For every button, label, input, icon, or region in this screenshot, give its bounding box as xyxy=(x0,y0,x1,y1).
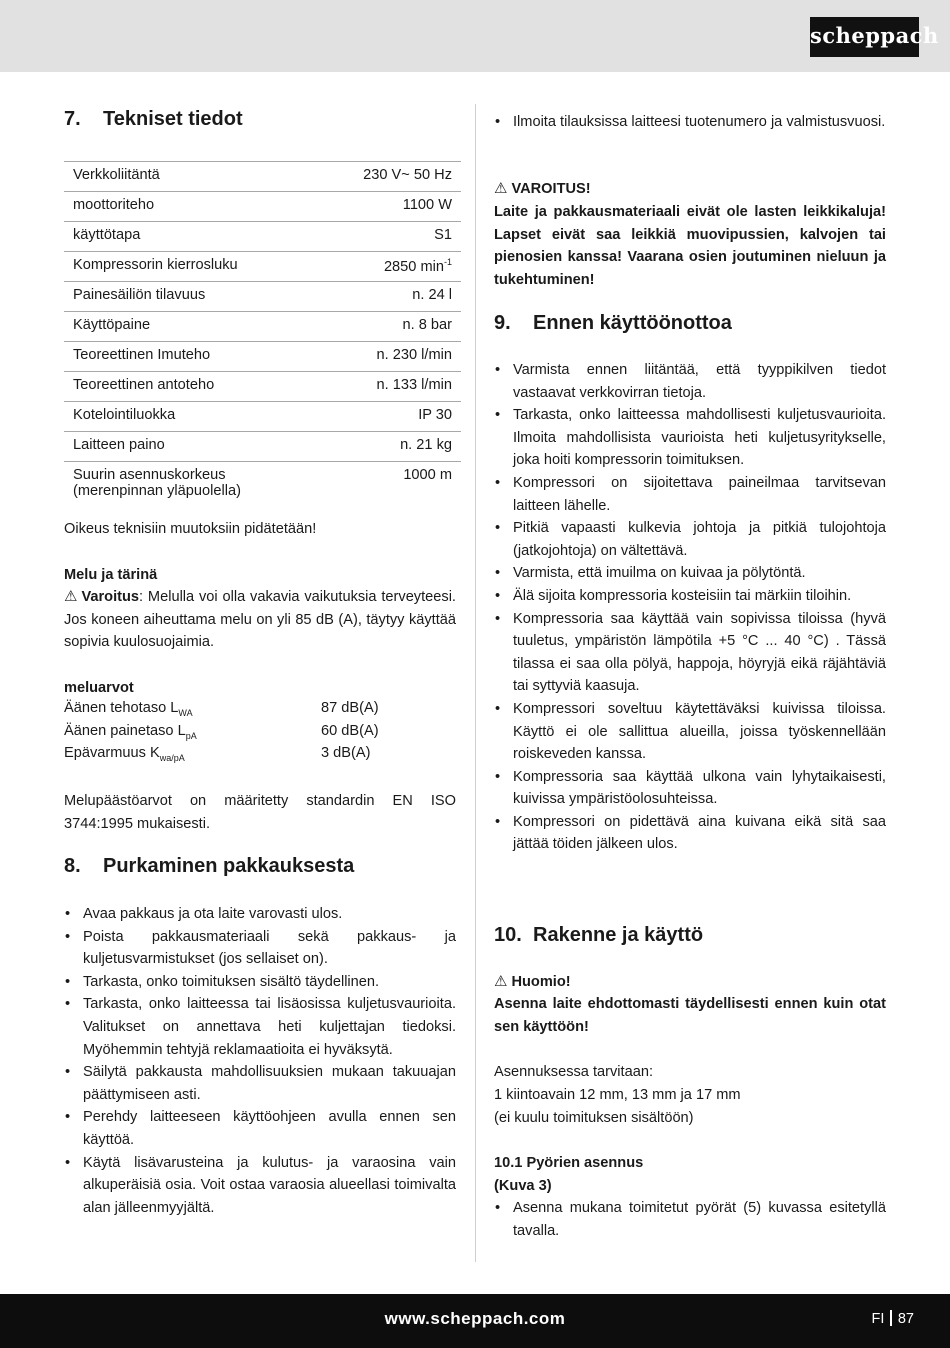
spec-value xyxy=(377,377,452,401)
spec-label-text: moottoriteho xyxy=(73,197,155,213)
noise-label xyxy=(64,700,193,718)
spec-label xyxy=(73,227,140,251)
list-item: • Perehdy laitteeseen käyttöohjeen avulla ennen sen käyttöä. xyxy=(64,1106,456,1151)
noise-label-text: Epävarmuus K xyxy=(64,745,160,761)
noise-label-subscript: WA xyxy=(178,708,193,718)
spec-value-text: 1100 W xyxy=(402,197,452,213)
changes-note: Oikeus teknisiin muutoksiin pidätetään! xyxy=(64,521,317,537)
page-number: FI 87 xyxy=(871,1311,914,1327)
unpacking-list xyxy=(64,903,456,1219)
spec-label-text: Kompressorin kierrosluku xyxy=(73,257,238,273)
spec-label xyxy=(73,377,214,401)
spec-label xyxy=(73,167,160,191)
wheel-assembly-list xyxy=(494,1197,886,1242)
warning-triangle-icon: ⚠ xyxy=(494,973,508,990)
note-title: ⚠ Huomio! xyxy=(494,971,886,994)
list-item: • Asenna mukana toimitetut pyörät (5) kuvassa esitetyllä tavalla. xyxy=(494,1197,886,1242)
noise-value: 60 dB(A) xyxy=(321,722,379,739)
list-item: • Kompressori on pidettävä aina kuivana eikä sitä saa jättää töiden jälkeen ulos. xyxy=(494,811,886,856)
standard-note: Melupäästöarvot on määritetty standardin EN ISO 3744:1995 mukaisesti. xyxy=(64,793,456,832)
noise-label-subscript: pA xyxy=(185,730,197,741)
spec-value-text: IP 30 xyxy=(418,407,452,423)
noise-label-subscript: wa/pA xyxy=(159,753,185,763)
spec-label-text: Kotelointiluokka xyxy=(73,407,176,423)
list-item: • Varmista, että imuilma on kuivaa ja pölytöntä. xyxy=(494,562,886,585)
spec-value-text: n. 21 kg xyxy=(400,437,452,453)
noise-row xyxy=(64,700,456,723)
header-bar xyxy=(0,0,950,72)
spec-value-text: S1 xyxy=(434,227,452,243)
figure-reference: (Kuva 3) xyxy=(494,1178,552,1194)
spec-label-text: Teoreettinen antoteho xyxy=(73,377,215,393)
spec-label-text-2: (merenpinnan yläpuolella) xyxy=(73,483,241,499)
spec-row xyxy=(64,192,461,222)
spec-label-text: Teoreettinen Imuteho xyxy=(73,347,211,363)
spec-value xyxy=(400,437,452,461)
spec-row xyxy=(64,162,461,192)
spec-row xyxy=(64,402,461,432)
spec-value-text: n. 230 l/min xyxy=(376,347,452,363)
noise-row xyxy=(64,745,456,768)
spec-value-text: 2850 min xyxy=(383,259,444,275)
spec-value xyxy=(418,407,452,431)
list-item: • Pitkiä vapaasti kulkevia johtoja ja pitkiä tulojohtoja (jatkojohtoja) on vältettävä. xyxy=(494,517,886,562)
noise-label xyxy=(64,745,185,763)
spec-label-text: Laitteen paino xyxy=(73,437,165,453)
list-item: • Ilmoita tilauksissa laitteesi tuotenumero ja valmistusvuosi. xyxy=(494,111,886,134)
list-item: • Kompressori on sijoitettava paineilmaa tarvitsevan laitteen lähelle. xyxy=(494,472,886,517)
scheppach-logo[interactable]: scheppach xyxy=(810,17,919,57)
tools-line-2: 1 kiintoavain 12 mm, 13 mm ja 17 mm xyxy=(494,1087,741,1103)
noise-row xyxy=(64,723,456,746)
before-use-list xyxy=(494,359,886,856)
spec-row xyxy=(64,282,461,312)
section-7-heading: 7. Tekniset tiedot xyxy=(64,108,243,130)
spec-label xyxy=(73,437,165,461)
warning-title: ⚠ VAROITUS! xyxy=(494,178,886,201)
spec-value xyxy=(363,167,452,191)
noise-label xyxy=(64,723,197,741)
spec-value xyxy=(403,317,453,341)
spec-value-text: 230 V~ 50 Hz xyxy=(363,167,452,183)
spec-label xyxy=(73,287,205,311)
column-divider xyxy=(475,104,476,1262)
noise-value: 87 dB(A) xyxy=(321,700,379,716)
noise-label-text: Äänen painetaso L xyxy=(64,722,186,739)
spec-value-text: n. 133 l/min xyxy=(376,377,452,393)
warning-triangle-icon: ⚠ xyxy=(494,180,508,197)
tools-line-3: (ei kuulu toimituksen sisältöön) xyxy=(494,1110,694,1126)
spec-label xyxy=(73,407,175,431)
spec-label xyxy=(73,197,154,221)
list-item: • Kompressoria saa käyttää vain sopivissa tiloissa (hyvä tuuletus, ympäristön lämpötila +5 °C ... 40 °C) . Tässä tilassa ei saa olla pölyä, happoja, höyryjä eikä räjähtäviä tai syttyviä kaasuja. xyxy=(494,608,886,698)
list-item: • Kompressoria saa käyttää ulkona vain lyhytaikaisesti, kuivissa ympäristöolosuhteissa. xyxy=(494,766,886,811)
footer-bar xyxy=(0,1294,950,1348)
spec-row xyxy=(64,312,461,342)
spec-value xyxy=(384,257,452,281)
noise-value: 3 dB(A) xyxy=(321,745,371,761)
section-9-heading: 9. Ennen käyttöönottoa xyxy=(494,312,732,334)
spec-label-text: Suurin asennuskorkeus xyxy=(73,467,226,483)
noise-values-table xyxy=(64,700,456,768)
warning-triangle-icon: ⚠ xyxy=(64,588,78,605)
spec-row xyxy=(64,372,461,402)
spec-value xyxy=(434,227,452,251)
section-10-heading: 10. Rakenne ja käyttö xyxy=(494,924,704,946)
spec-label-text: käyttötapa xyxy=(73,227,141,243)
spec-label xyxy=(73,257,238,281)
noise-label-text: Äänen tehotaso L xyxy=(64,700,179,716)
list-item: • Tarkasta, onko toimituksen sisältö täydellinen. xyxy=(64,971,456,994)
spec-value xyxy=(403,467,452,509)
note-text: Asenna laite ehdottomasti täydellisesti ennen kuin otat sen käyttöön! xyxy=(494,996,886,1035)
spec-label-text: Verkkoliitäntä xyxy=(73,167,160,183)
list-item: • Kompressori soveltuu käytettäväksi kuivissa tiloissa. Käyttö ei ole sallittua alueilla, joissa työskennellään roiskeveden kanssa. xyxy=(494,698,886,766)
subsection-title: 10.1 Pyörien asennus xyxy=(494,1155,644,1171)
spec-row xyxy=(64,252,461,282)
spec-label xyxy=(73,467,241,509)
list-item: • Avaa pakkaus ja ota laite varovasti ulos. xyxy=(64,903,456,926)
spec-value-exponent: -1 xyxy=(443,257,452,267)
spec-label xyxy=(73,347,210,371)
spec-value-text: 1000 m xyxy=(403,467,452,483)
noise-warning: ⚠ Varoitus: Melulla voi olla vakavia vaikutuksia terveyteesi. Jos koneen aiheuttama melu on yli 85 dB (A), täytyy käyttää sopivia kuulosuojaimia. xyxy=(64,588,456,650)
order-info-list xyxy=(494,111,886,134)
list-item: • Tarkasta, onko laitteessa tai lisäosissa kuljetusvaurioita. Valitukset on annettava heti kuljettajan tiedoksi. Myöhemmin tehtyjä reklamaatioita ei hyväksytä. xyxy=(64,993,456,1061)
list-item: • Tarkasta, onko laitteessa mahdollisesti kuljetusvaurioita. Ilmoita mahdollisista vaurioista heti kuljetusyritykselle, joka hoiti kompressorin toimituksen. xyxy=(494,404,886,472)
list-item: • Käytä lisävarusteina ja kulutus- ja varaosina vain alkuperäisiä osia. Voit ostaa varaosia alueellasi toimivalta alan jälleenmyyjältä. xyxy=(64,1152,456,1220)
spec-row xyxy=(64,222,461,252)
spec-row xyxy=(64,342,461,372)
spec-row xyxy=(64,432,461,462)
section-8-heading: 8. Purkaminen pakkauksesta xyxy=(64,855,355,877)
spec-value-text: n. 24 l xyxy=(412,287,452,303)
spec-value-text: n. 8 bar xyxy=(402,317,452,333)
list-item: • Poista pakkausmateriaali sekä pakkaus- ja kuljetusvarmistukset (jos sellaiset on). xyxy=(64,926,456,971)
list-item: • Varmista ennen liitäntää, että tyyppikilven tiedot vastaavat verkkovirran tietoja. xyxy=(494,359,886,404)
tech-data-table xyxy=(64,161,461,509)
spec-value xyxy=(403,197,452,221)
spec-label-text: Käyttöpaine xyxy=(73,317,151,333)
noise-values-heading: meluarvot xyxy=(64,680,134,696)
spec-value xyxy=(412,287,452,311)
spec-row xyxy=(64,462,461,509)
spec-label xyxy=(73,317,150,341)
list-item: • Säilytä pakkausta mahdollisuuksien mukaan takuuajan päättymiseen asti. xyxy=(64,1061,456,1106)
website-link[interactable]: www.scheppach.com xyxy=(384,1309,566,1328)
list-item: • Älä sijoita kompressoria kosteisiin tai märkiin tiloihin. xyxy=(494,585,886,608)
spec-label-text: Painesäiliön tilavuus xyxy=(73,287,206,303)
warning-text: Laite ja pakkausmateriaali eivät ole lasten leikkikaluja! Lapset eivät saa leikkiä muovipussien, kalvojen tai pienosien kanssa! Vaarana osien joutuminen nieluun ja tukehtuminen! xyxy=(494,204,886,288)
spec-value xyxy=(377,347,452,371)
noise-heading: Melu ja tärinä xyxy=(64,567,158,583)
tools-line-1: Asennuksessa tarvitaan: xyxy=(494,1064,653,1080)
